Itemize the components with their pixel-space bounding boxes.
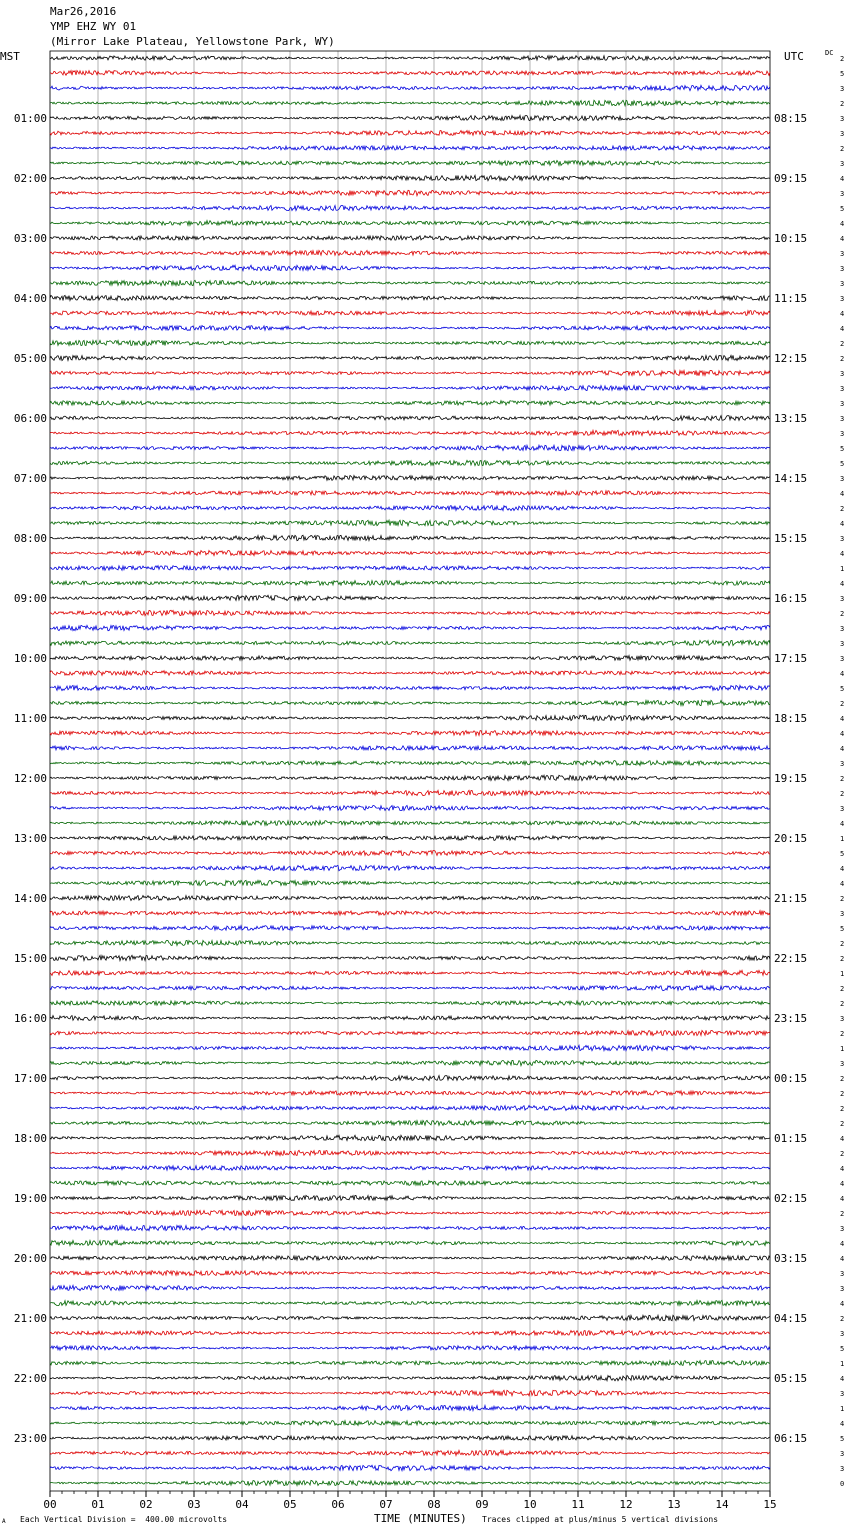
dc-value: 3 <box>840 1015 845 1023</box>
seismic-trace-row <box>50 1060 770 1065</box>
dc-value: 4 <box>840 1255 845 1263</box>
dc-value: 2 <box>840 1000 845 1008</box>
seismic-trace-row <box>50 821 770 826</box>
dc-header-label: DC <box>825 49 834 57</box>
dc-value: 2 <box>840 1150 845 1158</box>
dc-value: 4 <box>840 865 845 873</box>
dc-value: 4 <box>840 550 845 558</box>
left-hour-label: 08:00 <box>13 532 47 545</box>
x-tick-label: 11 <box>571 1498 585 1511</box>
seismic-trace-row <box>50 625 770 630</box>
seismic-trace-row <box>50 1091 770 1095</box>
seismic-trace-row <box>50 1256 770 1261</box>
seismic-trace-row <box>50 1181 770 1186</box>
seismic-trace-row <box>50 805 770 810</box>
left-hour-label: 09:00 <box>13 592 47 605</box>
x-tick-label: 03 <box>187 1498 201 1511</box>
dc-value: 3 <box>840 370 845 378</box>
dc-value: 4 <box>840 1300 845 1308</box>
dc-value: 1 <box>840 1360 845 1368</box>
dc-value: 2 <box>840 100 845 108</box>
left-hour-label: 10:00 <box>13 652 47 665</box>
dc-value: 2 <box>840 340 845 348</box>
seismic-trace-row <box>50 715 770 720</box>
seismic-trace-row <box>50 160 770 165</box>
dc-value: 4 <box>840 1135 845 1143</box>
dc-value: 3 <box>840 1465 845 1473</box>
dc-value: 3 <box>840 655 845 663</box>
dc-value: 4 <box>840 520 845 528</box>
dc-value: 4 <box>840 175 845 183</box>
left-hour-label: 04:00 <box>13 292 47 305</box>
dc-value: 0 <box>840 1480 845 1488</box>
left-hour-label: 23:00 <box>13 1432 47 1445</box>
x-tick-label: 13 <box>667 1498 681 1511</box>
seismic-trace-row <box>50 100 770 105</box>
dc-value: 3 <box>840 115 845 123</box>
seismic-trace-row <box>50 1001 770 1005</box>
right-hour-label: 21:15 <box>774 892 808 905</box>
right-hour-label: 05:15 <box>774 1372 808 1385</box>
dc-value: 2 <box>840 145 845 153</box>
x-tick-label: 07 <box>379 1498 393 1511</box>
left-hour-label: 02:00 <box>13 172 47 185</box>
right-hour-label: 18:15 <box>774 712 808 725</box>
seismic-trace-row <box>50 1405 770 1410</box>
seismic-trace-row <box>50 746 770 750</box>
seismic-trace-row <box>50 685 770 690</box>
dc-value: 4 <box>840 715 845 723</box>
seismic-trace-row <box>50 610 770 615</box>
seismic-trace-row <box>50 491 770 495</box>
seismic-trace-row <box>50 1150 770 1155</box>
dc-value: 3 <box>840 85 845 93</box>
dc-value: 3 <box>840 595 845 603</box>
seismic-trace-row <box>50 1195 770 1200</box>
dc-value: 4 <box>840 670 845 678</box>
left-hour-label: 22:00 <box>13 1372 47 1385</box>
scale-note: Each Vertical Division = 400.00 microvolts <box>20 1515 228 1524</box>
seismic-trace-row <box>50 1016 770 1021</box>
label-layer <box>14 55 844 1511</box>
seismic-trace-row <box>50 1300 770 1305</box>
x-tick-label: 05 <box>283 1498 297 1511</box>
seismic-trace-row <box>50 1166 770 1171</box>
seismic-trace-row <box>50 130 770 135</box>
seismic-trace-row <box>50 836 770 841</box>
seismic-trace-row <box>50 1120 770 1125</box>
seismic-trace-row <box>50 550 770 555</box>
left-hour-label: 21:00 <box>13 1312 47 1325</box>
dc-value: 5 <box>840 925 845 933</box>
seismic-trace-row <box>50 535 770 540</box>
dc-value: 3 <box>840 250 845 258</box>
left-hour-label: 13:00 <box>13 832 47 845</box>
x-tick-label: 04 <box>235 1498 249 1511</box>
right-hour-label: 09:15 <box>774 172 808 185</box>
dc-value: 3 <box>840 1285 845 1293</box>
left-hour-label: 11:00 <box>13 712 47 725</box>
dc-value: 3 <box>840 1390 845 1398</box>
dc-value: 3 <box>840 130 845 138</box>
x-tick-label: 14 <box>715 1498 729 1511</box>
right-hour-label: 17:15 <box>774 652 808 665</box>
seismic-trace-row <box>50 520 770 526</box>
dc-value: 2 <box>840 940 845 948</box>
seismic-trace-row <box>50 311 770 316</box>
seismic-trace-row <box>50 190 770 195</box>
left-hour-label: 20:00 <box>13 1252 47 1265</box>
left-hour-label: 17:00 <box>13 1072 47 1085</box>
dc-value: 2 <box>840 775 845 783</box>
x-axis-label: TIME (MINUTES) <box>374 1512 467 1525</box>
dc-value: 4 <box>840 325 845 333</box>
x-tick-label: 12 <box>619 1498 633 1511</box>
seismic-trace-row <box>50 851 770 856</box>
x-tick-label: 10 <box>523 1498 537 1511</box>
dc-value: 3 <box>840 265 845 273</box>
right-hour-label: 08:15 <box>774 112 808 125</box>
seismic-trace-row <box>50 1375 770 1380</box>
seismic-trace-row <box>50 775 770 780</box>
seismic-trace-row <box>50 1210 770 1215</box>
seismic-trace-row <box>50 1271 770 1276</box>
dc-value: 4 <box>840 880 845 888</box>
seismic-trace-row <box>50 896 770 901</box>
right-hour-label: 00:15 <box>774 1072 808 1085</box>
seismic-trace-row <box>50 1106 770 1111</box>
dc-value: 4 <box>840 1375 845 1383</box>
dc-value: 4 <box>840 1195 845 1203</box>
dc-value: 4 <box>840 1180 845 1188</box>
left-hour-label: 06:00 <box>13 412 47 425</box>
dc-value: 5 <box>840 205 845 213</box>
left-hour-label: 01:00 <box>13 112 47 125</box>
x-tick-label: 01 <box>91 1498 105 1511</box>
dc-value: 1 <box>840 835 845 843</box>
right-hour-label: 13:15 <box>774 412 808 425</box>
station-location: (Mirror Lake Plateau, Yellowstone Park, WY) <box>50 35 335 48</box>
seismic-trace-row <box>50 340 770 345</box>
seismic-trace-row <box>50 265 770 270</box>
dc-value: 2 <box>840 955 845 963</box>
seismic-trace-row <box>50 865 770 870</box>
dc-value: 4 <box>840 1240 845 1248</box>
dc-value: 2 <box>840 55 845 63</box>
seismic-trace-row <box>50 1135 770 1140</box>
right-hour-label: 03:15 <box>774 1252 808 1265</box>
seismic-trace-row <box>50 656 770 661</box>
dc-value: 3 <box>840 295 845 303</box>
dc-value: 1 <box>840 1045 845 1053</box>
seismic-trace-row <box>50 115 770 120</box>
dc-value: 5 <box>840 445 845 453</box>
dc-value: 4 <box>840 580 845 588</box>
dc-value: 3 <box>840 280 845 288</box>
dc-value: 4 <box>840 220 845 228</box>
dc-value: 4 <box>840 820 845 828</box>
dc-value: 2 <box>840 1030 845 1038</box>
right-hour-label: 20:15 <box>774 832 808 845</box>
right-hour-label: 14:15 <box>774 472 808 485</box>
seismic-trace-row <box>50 416 770 421</box>
seismic-trace-row <box>50 986 770 991</box>
left-hour-label: 18:00 <box>13 1132 47 1145</box>
right-hour-label: 16:15 <box>774 592 808 605</box>
left-timezone-label: MST <box>0 50 20 63</box>
dc-value: 3 <box>840 760 845 768</box>
dc-value: 3 <box>840 910 845 918</box>
seismic-trace-row <box>50 401 770 406</box>
seismic-trace-row <box>50 731 770 736</box>
dc-value: 3 <box>840 535 845 543</box>
seismic-trace-row <box>50 1346 770 1350</box>
right-timezone-label: UTC <box>784 50 804 63</box>
dc-value: 5 <box>840 850 845 858</box>
seismic-trace-row <box>50 506 770 511</box>
trace-layer <box>50 56 770 1486</box>
seismic-trace-row <box>50 671 770 676</box>
seismic-trace-row <box>50 355 770 360</box>
dc-value: 4 <box>840 310 845 318</box>
seismic-trace-row <box>50 1436 770 1440</box>
dc-value: 2 <box>840 895 845 903</box>
seismic-trace-row <box>50 1315 770 1320</box>
dc-value: 4 <box>840 745 845 753</box>
dc-value: 4 <box>840 730 845 738</box>
dc-value: 3 <box>840 1330 845 1338</box>
dc-value: 5 <box>840 70 845 78</box>
left-hour-label: 03:00 <box>13 232 47 245</box>
dc-value: 3 <box>840 1060 845 1068</box>
left-hour-label: 05:00 <box>13 352 47 365</box>
seismic-trace-row <box>50 1331 770 1336</box>
seismic-trace-row <box>50 1361 770 1366</box>
dc-value: 4 <box>840 235 845 243</box>
right-hour-label: 23:15 <box>774 1012 808 1025</box>
seismic-trace-row <box>50 250 770 255</box>
seismic-trace-row <box>50 71 770 76</box>
right-hour-label: 06:15 <box>774 1432 808 1445</box>
chart-date: Mar26,2016 <box>50 5 117 18</box>
chart-title: YMP EHZ WY 01 <box>50 20 137 33</box>
dc-value: 2 <box>840 1120 845 1128</box>
seismic-trace-row <box>50 595 770 600</box>
dc-value: 5 <box>840 1435 845 1443</box>
seismic-trace-row <box>50 146 770 150</box>
dc-value: 2 <box>840 505 845 513</box>
right-hour-label: 02:15 <box>774 1192 808 1205</box>
seismic-trace-row <box>50 1450 770 1455</box>
dc-value: 3 <box>840 430 845 438</box>
dc-value: 5 <box>840 685 845 693</box>
right-hour-label: 22:15 <box>774 952 808 965</box>
seismic-trace-row <box>50 761 770 766</box>
seismic-trace-row <box>50 1465 770 1470</box>
seismic-trace-row <box>50 1076 770 1081</box>
left-hour-label: 14:00 <box>13 892 47 905</box>
dc-value: 2 <box>840 790 845 798</box>
seismic-trace-row <box>50 1390 770 1396</box>
seismic-trace-row <box>50 370 770 375</box>
seismic-trace-row <box>50 445 770 450</box>
dc-value: 5 <box>840 460 845 468</box>
seismic-trace-row <box>50 911 770 916</box>
seismic-trace-row <box>50 1225 770 1230</box>
seismic-trace-row <box>50 280 770 285</box>
seismic-trace-row <box>50 386 770 391</box>
dc-value: 3 <box>840 625 845 633</box>
dc-value: 2 <box>840 355 845 363</box>
clip-note: Traces clipped at plus/minus 5 vertical divisions <box>482 1515 719 1524</box>
seismic-trace-row <box>50 175 770 180</box>
dc-value: 2 <box>840 985 845 993</box>
dc-value: 2 <box>840 1315 845 1323</box>
seismic-trace-row <box>50 640 770 645</box>
seismic-trace-row <box>50 1030 770 1035</box>
grid-layer <box>50 51 770 1491</box>
x-tick-label: 15 <box>763 1498 777 1511</box>
left-hour-label: 12:00 <box>13 772 47 785</box>
seismic-trace-row <box>50 581 770 586</box>
seismic-trace-row <box>50 790 770 795</box>
seismic-trace-row <box>50 56 770 61</box>
dc-value: 3 <box>840 1225 845 1233</box>
dc-value: 1 <box>840 565 845 573</box>
dc-value: 3 <box>840 160 845 168</box>
seismic-trace-row <box>50 1421 770 1426</box>
x-tick-label: 02 <box>139 1498 153 1511</box>
plot-frame <box>50 51 770 1491</box>
dc-value: 2 <box>840 1105 845 1113</box>
seismic-trace-row <box>50 206 770 211</box>
seismic-trace-row <box>50 460 770 465</box>
dc-value: 4 <box>840 490 845 498</box>
left-hour-label: 15:00 <box>13 952 47 965</box>
left-hour-label: 16:00 <box>13 1012 47 1025</box>
seismic-trace-row <box>50 1285 770 1290</box>
right-hour-label: 19:15 <box>774 772 808 785</box>
x-tick-label: 00 <box>43 1498 57 1511</box>
seismic-trace-row <box>50 880 770 885</box>
dc-value: 3 <box>840 805 845 813</box>
seismic-trace-row <box>50 236 770 241</box>
right-hour-label: 12:15 <box>774 352 808 365</box>
right-hour-label: 15:15 <box>774 532 808 545</box>
dc-value: 2 <box>840 1075 845 1083</box>
x-tick-label: 09 <box>475 1498 489 1511</box>
dc-value: 3 <box>840 415 845 423</box>
dc-value: 3 <box>840 190 845 198</box>
seismic-trace-row <box>50 326 770 331</box>
seismic-trace-row <box>50 700 770 705</box>
dc-value: 5 <box>840 1345 845 1353</box>
dc-value: 4 <box>840 1420 845 1428</box>
dc-value: 1 <box>840 1405 845 1413</box>
right-hour-label: 04:15 <box>774 1312 808 1325</box>
right-hour-label: 11:15 <box>774 292 808 305</box>
seismic-trace-row <box>50 85 770 90</box>
dc-value: 2 <box>840 700 845 708</box>
dc-value: 1 <box>840 970 845 978</box>
seismic-trace-row <box>50 566 770 571</box>
dc-value: 3 <box>840 1270 845 1278</box>
right-hour-label: 10:15 <box>774 232 808 245</box>
seismic-trace-row <box>50 1240 770 1245</box>
seismic-trace-row <box>50 1045 770 1050</box>
dc-value: 3 <box>840 385 845 393</box>
dc-value: 3 <box>840 400 845 408</box>
dc-value: 4 <box>840 1165 845 1173</box>
seismic-trace-row <box>50 1480 770 1485</box>
left-hour-label: 07:00 <box>13 472 47 485</box>
seismic-trace-row <box>50 430 770 435</box>
seismic-trace-row <box>50 926 770 931</box>
dc-value: 2 <box>840 1090 845 1098</box>
dc-value: 3 <box>840 475 845 483</box>
dc-value: 2 <box>840 610 845 618</box>
seismic-trace-row <box>50 221 770 226</box>
dc-value: 3 <box>840 1450 845 1458</box>
seismic-trace-row <box>50 940 770 945</box>
seismic-trace-row <box>50 970 770 975</box>
left-hour-label: 19:00 <box>13 1192 47 1205</box>
seismic-trace-row <box>50 955 770 960</box>
right-hour-label: 01:15 <box>774 1132 808 1145</box>
x-tick-label: 06 <box>331 1498 345 1511</box>
x-tick-label: 08 <box>427 1498 441 1511</box>
footer-mark: A <box>2 1518 6 1525</box>
dc-value: 2 <box>840 1210 845 1218</box>
dc-value: 3 <box>840 640 845 648</box>
seismic-trace-row <box>50 295 770 300</box>
seismic-trace-row <box>50 476 770 481</box>
